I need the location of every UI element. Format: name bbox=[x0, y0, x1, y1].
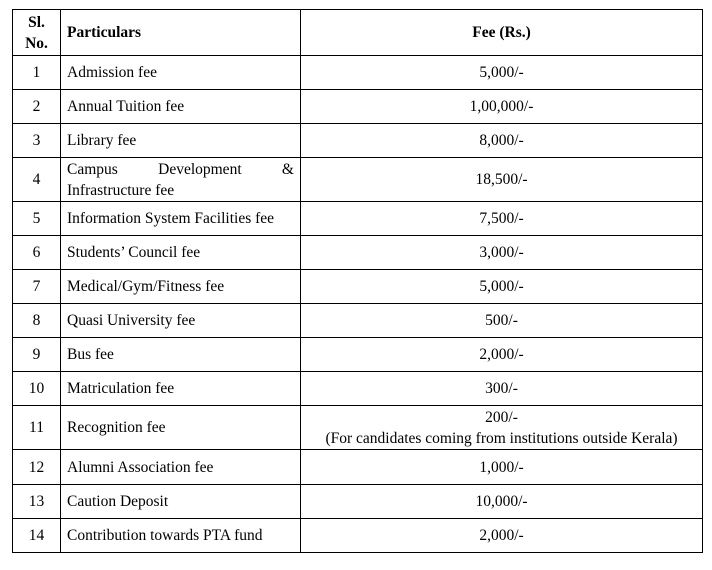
row-particular-line2: Infrastructure fee bbox=[67, 181, 175, 199]
row-particular: Alumni Association fee bbox=[61, 450, 301, 485]
table-row bbox=[13, 56, 703, 90]
row-sl: 13 bbox=[13, 485, 61, 519]
table-row bbox=[13, 236, 703, 270]
row-sl: 1 bbox=[13, 56, 61, 90]
table-row bbox=[13, 202, 703, 236]
row-particular: Library fee bbox=[61, 124, 301, 158]
row-sl: 12 bbox=[13, 450, 61, 485]
row-sl: 8 bbox=[13, 304, 61, 338]
table-row bbox=[13, 158, 703, 202]
row-fee: 3,000/- bbox=[301, 236, 703, 270]
row-particular: Matriculation fee bbox=[61, 372, 301, 406]
row-sl: 6 bbox=[13, 236, 61, 270]
row-sl: 2 bbox=[13, 90, 61, 124]
row-fee: 8,000/- bbox=[301, 124, 703, 158]
table-row bbox=[13, 519, 703, 553]
row-fee: 2,000/- bbox=[301, 338, 703, 372]
row-fee: 10,000/- bbox=[301, 485, 703, 519]
row-fee: 5,000/- bbox=[301, 270, 703, 304]
row-sl: 10 bbox=[13, 372, 61, 406]
table-header-row bbox=[13, 10, 703, 56]
row-particular: Students’ Council fee bbox=[61, 236, 301, 270]
header-fee: Fee (Rs.) bbox=[301, 10, 703, 56]
header-particulars: Particulars bbox=[61, 10, 301, 56]
row-particular: Bus fee bbox=[61, 338, 301, 372]
table-row bbox=[13, 124, 703, 158]
row-sl: 11 bbox=[13, 406, 61, 450]
row-fee bbox=[301, 406, 703, 450]
row-particular: Annual Tuition fee bbox=[61, 90, 301, 124]
table-row bbox=[13, 270, 703, 304]
table-row bbox=[13, 338, 703, 372]
table-row bbox=[13, 90, 703, 124]
row-fee: 1,00,000/- bbox=[301, 90, 703, 124]
header-sl-no bbox=[13, 10, 61, 56]
header-sl-line2: No. bbox=[25, 34, 48, 52]
row-fee-amount: 200/- bbox=[485, 408, 518, 426]
row-sl: 14 bbox=[13, 519, 61, 553]
row-particular bbox=[61, 158, 301, 202]
row-fee: 5,000/- bbox=[301, 56, 703, 90]
row-particular: Contribution towards PTA fund bbox=[61, 519, 301, 553]
row-fee: 500/- bbox=[301, 304, 703, 338]
row-fee: 300/- bbox=[301, 372, 703, 406]
row-sl: 3 bbox=[13, 124, 61, 158]
fee-table bbox=[12, 9, 703, 553]
row-particular: Information System Facilities fee bbox=[61, 202, 301, 236]
row-fee: 1,000/- bbox=[301, 450, 703, 485]
row-sl: 7 bbox=[13, 270, 61, 304]
table-row bbox=[13, 450, 703, 485]
row-particular-line1: Campus Development & bbox=[67, 160, 294, 178]
row-sl: 4 bbox=[13, 158, 61, 202]
row-fee: 2,000/- bbox=[301, 519, 703, 553]
row-sl: 9 bbox=[13, 338, 61, 372]
row-particular: Caution Deposit bbox=[61, 485, 301, 519]
header-sl-line1: Sl. bbox=[28, 13, 45, 31]
row-particular: Medical/Gym/Fitness fee bbox=[61, 270, 301, 304]
table-row bbox=[13, 406, 703, 450]
row-particular: Admission fee bbox=[61, 56, 301, 90]
row-sl: 5 bbox=[13, 202, 61, 236]
table-row bbox=[13, 485, 703, 519]
table-row bbox=[13, 372, 703, 406]
row-particular: Quasi University fee bbox=[61, 304, 301, 338]
row-fee: 7,500/- bbox=[301, 202, 703, 236]
row-particular: Recognition fee bbox=[61, 406, 301, 450]
row-fee: 18,500/- bbox=[301, 158, 703, 202]
table-row bbox=[13, 304, 703, 338]
row-fee-note: (For candidates coming from institutions outside Kerala) bbox=[325, 429, 678, 447]
